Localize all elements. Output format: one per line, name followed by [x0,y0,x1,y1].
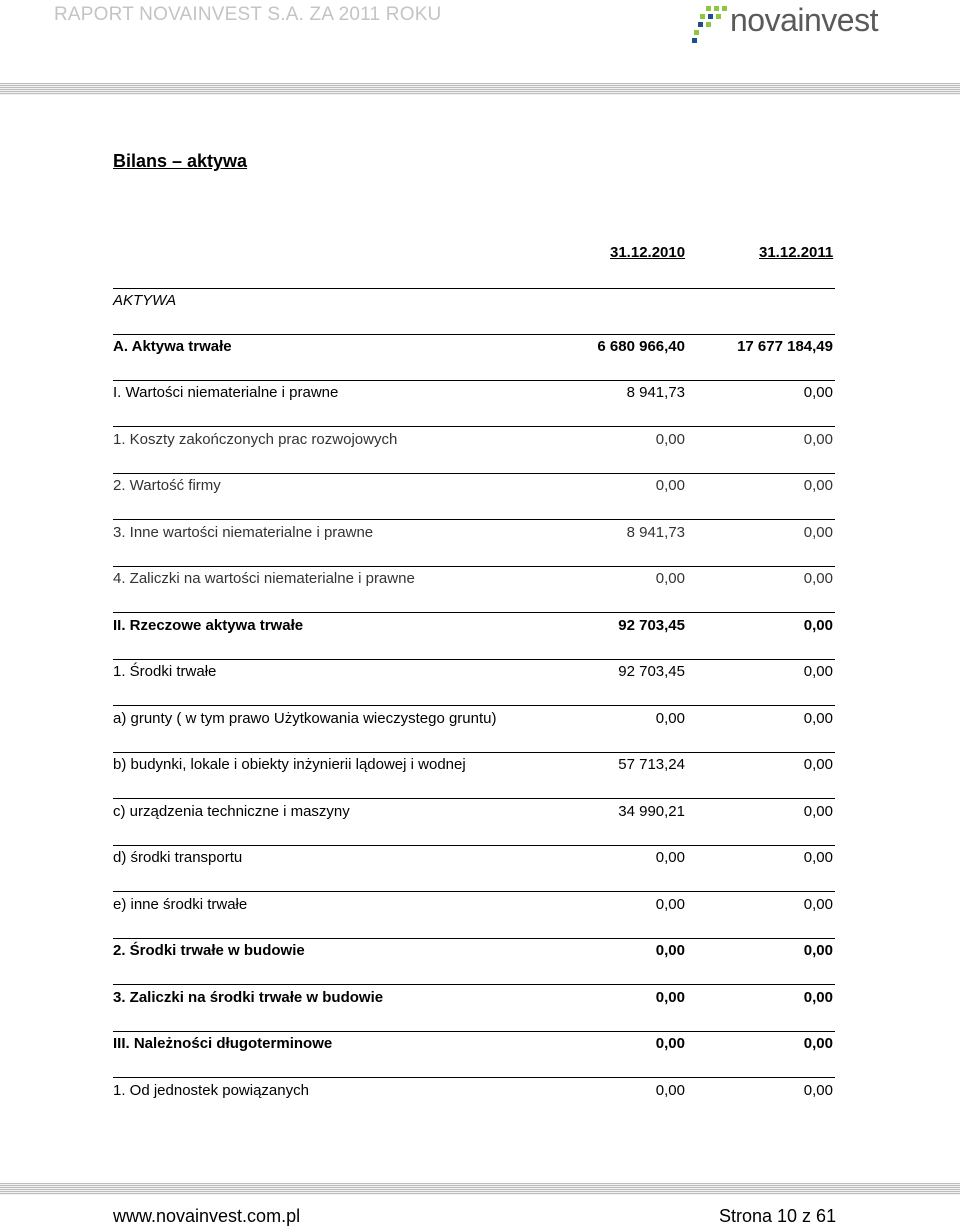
table-row [113,663,833,709]
value-2011: 0,00 [803,384,833,401]
row-label: d) środki transportu [113,849,243,866]
value-2010: 6 680 966,40 [597,338,685,355]
value-2011: 0,00 [803,477,833,494]
table-row [113,756,833,802]
row-divider [113,473,835,474]
row-divider [113,752,835,753]
value-2010: 0,00 [655,570,685,587]
table-row [113,292,833,338]
table-row [113,1035,833,1081]
row-divider [113,566,835,567]
value-2010: 92 703,45 [618,663,685,680]
table-row [113,384,833,430]
report-header-title: RAPORT NOVAINVEST S.A. ZA 2011 ROKU [54,4,442,25]
row-label: b) budynki, lokale i obiekty inżynierii lądowej i wodnej [113,756,466,773]
row-divider [113,612,835,613]
value-2011: 0,00 [803,849,833,866]
section-title: Bilans – aktywa [113,151,248,171]
row-divider [113,288,835,289]
column-header-2010: 31.12.2010 [610,244,686,261]
row-divider [113,380,835,381]
row-divider [113,1077,835,1078]
value-2011: 0,00 [803,1082,833,1099]
value-2010: 0,00 [655,431,685,448]
value-2011: 0,00 [803,710,833,727]
row-divider [113,1031,835,1032]
row-label: e) inne środki trwałe [113,896,248,913]
table-row [113,338,833,384]
table-row [113,896,833,942]
value-2010: 8 941,73 [626,384,685,401]
table-row [113,524,833,570]
row-label: 4. Zaliczki na wartości niematerialne i prawne [113,570,415,587]
row-divider [113,938,835,939]
table-row [113,803,833,849]
row-divider [113,426,835,427]
value-2011: 0,00 [803,617,833,634]
table-row [113,431,833,477]
value-2011: 17 677 184,49 [737,338,833,355]
header-divider [0,83,960,95]
table-row [113,989,833,1035]
value-2010: 8 941,73 [626,524,685,541]
value-2011: 0,00 [803,431,833,448]
table-row [113,849,833,895]
row-divider [113,845,835,846]
row-divider [113,334,835,335]
row-label: a) grunty ( w tym prawo Użytkowania wieczystego gruntu) [113,710,497,727]
footer-page-number: Strona 10 z 61 [719,1206,837,1226]
row-label: 2. Środki trwałe w budowie [113,942,305,959]
row-divider [113,705,835,706]
table-row [113,570,833,616]
row-label: 3. Zaliczki na środki trwałe w budowie [113,989,384,1006]
row-label: 3. Inne wartości niematerialne i prawne [113,524,374,541]
row-divider [113,984,835,985]
row-divider [113,798,835,799]
row-label: II. Rzeczowe aktywa trwałe [113,617,304,634]
value-2011: 0,00 [803,896,833,913]
value-2011: 0,00 [803,942,833,959]
row-label: III. Należności długoterminowe [113,1035,333,1052]
value-2010: 0,00 [655,989,685,1006]
value-2010: 0,00 [655,710,685,727]
value-2011: 0,00 [803,524,833,541]
table-row [113,477,833,523]
value-2011: 0,00 [803,663,833,680]
row-label: I. Wartości niematerialne i prawne [113,384,339,401]
value-2011: 0,00 [803,1035,833,1052]
table-row [113,617,833,663]
value-2010: 0,00 [655,896,685,913]
row-label: 1. Koszty zakończonych prac rozwojowych [113,431,398,448]
value-2010: 0,00 [655,1035,685,1052]
row-label: 1. Od jednostek powiązanych [113,1082,309,1099]
value-2010: 0,00 [655,477,685,494]
row-divider [113,519,835,520]
row-label: A. Aktywa trwałe [113,338,232,355]
row-label: AKTYWA [113,292,177,309]
value-2010: 0,00 [655,942,685,959]
value-2010: 34 990,21 [618,803,685,820]
row-divider [113,891,835,892]
logo-dots-icon [690,2,730,44]
value-2011: 0,00 [803,570,833,587]
logo-wordmark: novainvest [730,2,878,38]
value-2011: 0,00 [803,989,833,1006]
value-2010: 0,00 [655,1082,685,1099]
value-2010: 92 703,45 [618,617,685,634]
footer-divider [0,1183,960,1195]
row-label: 2. Wartość firmy [113,477,221,494]
novainvest-logo [690,2,905,44]
value-2010: 0,00 [655,849,685,866]
value-2010: 57 713,24 [618,756,685,773]
table-row [113,710,833,756]
value-2011: 0,00 [803,756,833,773]
row-label: c) urządzenia techniczne i maszyny [113,803,350,820]
footer-website: www.novainvest.com.pl [113,1206,301,1226]
column-header-2011: 31.12.2011 [759,244,834,261]
table-row [113,1082,833,1128]
value-2011: 0,00 [803,803,833,820]
table-row [113,942,833,988]
row-divider [113,659,835,660]
row-label: 1. Środki trwałe [113,663,217,680]
